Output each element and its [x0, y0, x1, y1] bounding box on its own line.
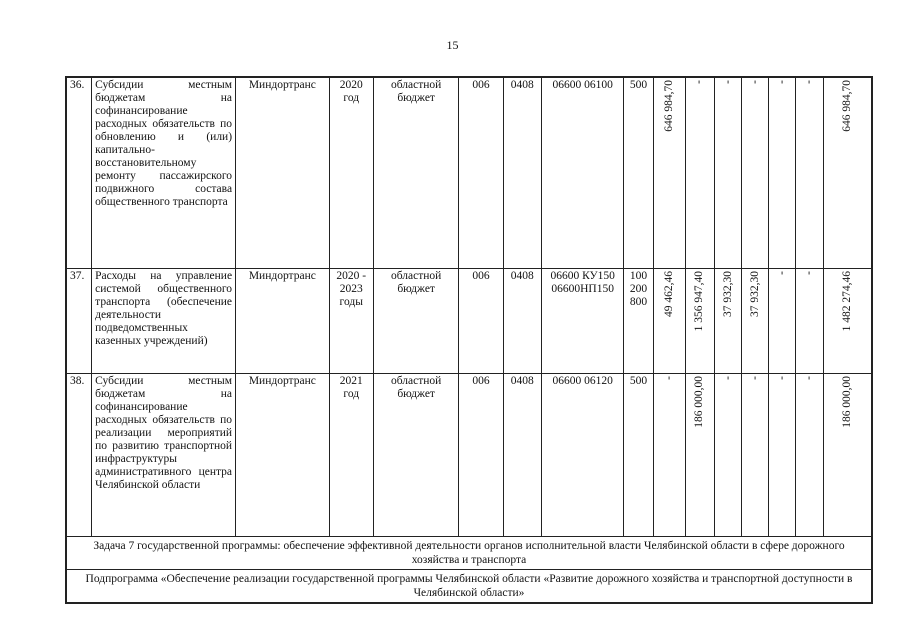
row-value-4: 37 932,30 [748, 271, 761, 317]
row-code-admin: 006 [459, 78, 503, 269]
row-value-5: - [775, 80, 788, 84]
row-code-admin: 006 [459, 269, 503, 374]
row-agency: Миндортранс [236, 269, 330, 374]
row-code-target: 06600 06100 [541, 78, 624, 269]
row-code-type: 500 [624, 374, 653, 537]
page-number: 15 [446, 38, 459, 52]
row-value-1: - [662, 376, 675, 380]
row-period: 2021 год [329, 374, 373, 537]
row-total: 646 984,70 [840, 80, 853, 132]
row-value-2: 1 356 947,40 [693, 271, 706, 332]
row-source: областной бюджет [373, 374, 459, 537]
row-code-type: 100 200 800 [624, 269, 653, 374]
row-number: 38. [67, 374, 92, 537]
table-row [67, 269, 872, 374]
row-value-3: 37 932,30 [721, 271, 734, 317]
row-value-5: - [775, 376, 788, 380]
row-value-3: - [721, 376, 734, 380]
row-code-target: 06600 06120 [541, 374, 624, 537]
task-row [67, 537, 872, 570]
row-description: Субсидии местным бюджетам на софинансирование расходных обязательств по реализации мероприятий по развитию транспортной инфраструктуры административного центра Челябинской области [92, 374, 236, 537]
row-value-6: - [803, 80, 815, 84]
row-code-section: 0408 [503, 78, 541, 269]
subprogram-row [67, 570, 872, 603]
row-value-4: - [748, 80, 761, 84]
row-total: 186 000,00 [840, 376, 853, 428]
row-period: 2020 - 2023 годы [329, 269, 373, 374]
row-number: 37. [67, 269, 92, 374]
row-value-2: 186 000,00 [693, 376, 706, 428]
row-agency: Миндортранс [236, 374, 330, 537]
row-value-6: - [803, 376, 815, 380]
row-value-3: - [721, 80, 734, 84]
row-code-type: 500 [624, 78, 653, 269]
row-period: 2020 год [329, 78, 373, 269]
row-number: 36. [67, 78, 92, 269]
row-code-section: 0408 [503, 269, 541, 374]
row-description: Расходы на управление системой общественного транспорта (обеспечение деятельности подведомственных казенных учреждений) [92, 269, 236, 374]
row-description: Субсидии местным бюджетам на софинансирование расходных обязательств по обновлению и (или) капитально-восстановительному ремонту пассажирского подвижного состава общественного транспорта [92, 78, 236, 269]
row-value-6: - [803, 271, 815, 275]
row-code-target: 06600 КУ150 06600НП150 [541, 269, 624, 374]
subprogram-text: Подпрограмма «Обеспечение реализации государственной программы Челябинской области «Развитие дорожного хозяйства и транспортной доступности в Челябинской области» [67, 570, 872, 603]
table-row [67, 78, 872, 269]
row-value-1: 646 984,70 [662, 80, 675, 132]
row-agency: Миндортранс [236, 78, 330, 269]
row-code-admin: 006 [459, 374, 503, 537]
row-code-section: 0408 [503, 374, 541, 537]
row-value-2: - [693, 80, 706, 84]
row-value-4: - [748, 376, 761, 380]
row-value-5: - [775, 271, 788, 275]
row-source: областной бюджет [373, 78, 459, 269]
budget-table [65, 76, 873, 604]
row-source: областной бюджет [373, 269, 459, 374]
table-row [67, 374, 872, 537]
task-text: Задача 7 государственной программы: обеспечение эффективной деятельности органов исполнительной власти Челябинской области в сфере дорожного хозяйства и транспорта [67, 537, 872, 570]
row-total: 1 482 274,46 [840, 271, 853, 332]
row-value-1: 49 462,46 [662, 271, 675, 317]
